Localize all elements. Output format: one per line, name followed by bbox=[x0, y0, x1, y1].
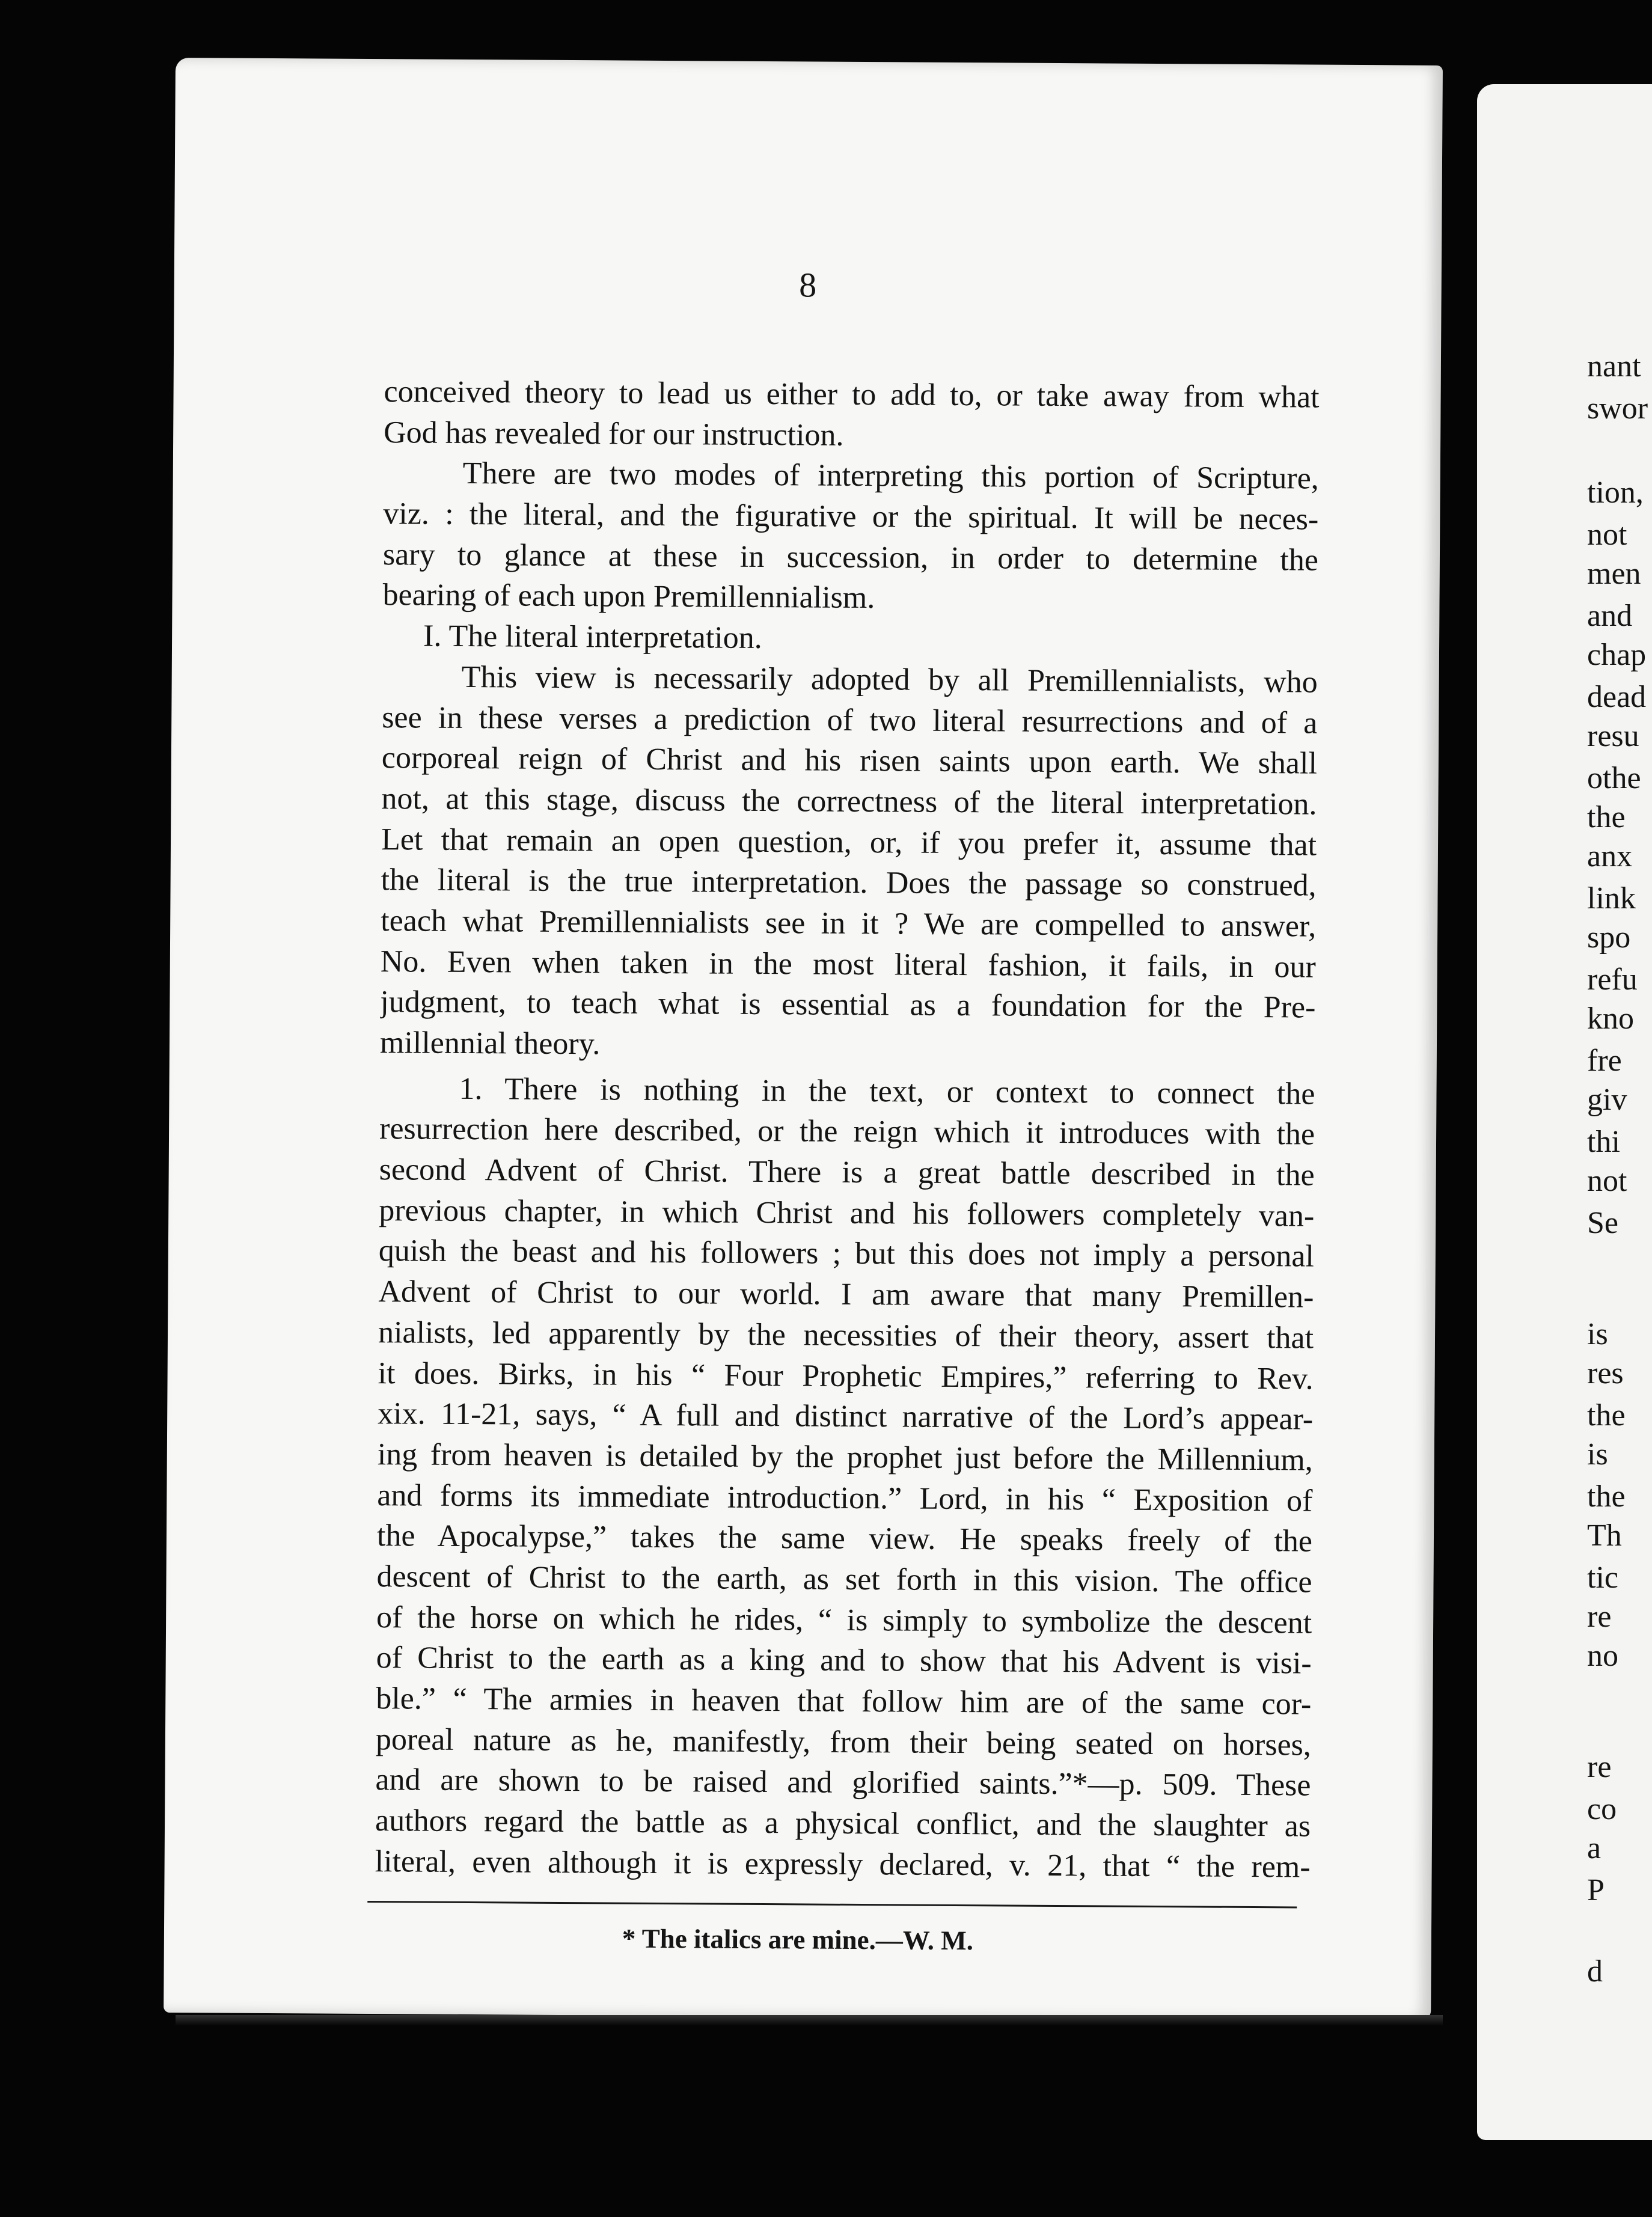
text-line: xix. 11-21, says, “ A full and distinct narrative of the Lord’s appear- bbox=[378, 1396, 1314, 1437]
text-line: sary to glance at these in succession, in order to determine the bbox=[382, 537, 1319, 578]
facing-page-fragment: d bbox=[1587, 1954, 1603, 1989]
text-line: nialists, led apparently by the necessities of their theory, assert that bbox=[378, 1315, 1314, 1356]
text-line: There are two modes of interpreting this portion of Scripture, bbox=[462, 456, 1319, 497]
facing-page-fragment: and bbox=[1587, 599, 1633, 633]
footnote-divider bbox=[367, 1901, 1297, 1908]
facing-page-fragment: Th bbox=[1587, 1518, 1622, 1553]
facing-page-fragment: tic bbox=[1587, 1561, 1618, 1595]
text-line: of Christ to the earth as a king and to show that his Advent is visi- bbox=[376, 1641, 1312, 1681]
text-line: conceived theory to lead us either to add to, or take away from what bbox=[384, 375, 1320, 415]
text-line: not, at this stage, discuss the correctness of the literal interpretation. bbox=[381, 781, 1317, 822]
facing-page-fragment: a bbox=[1587, 1831, 1602, 1865]
page-shadow bbox=[176, 2015, 1443, 2026]
facing-page-fragment: swor bbox=[1587, 391, 1648, 426]
facing-page-fragment: re bbox=[1587, 1600, 1612, 1634]
text-line: 1. There is nothing in the text, or context to connect the bbox=[459, 1071, 1315, 1112]
facing-page-fragment: the bbox=[1587, 800, 1626, 834]
facing-page-fragment: nant bbox=[1587, 349, 1641, 384]
body-text bbox=[375, 372, 1319, 1888]
facing-page-fragment: the bbox=[1587, 1479, 1626, 1514]
facing-page-fragment: is bbox=[1587, 1317, 1608, 1351]
facing-page-fragment: res bbox=[1587, 1356, 1624, 1390]
text-line: ble.” “ The armies in heaven that follow him are of the same cor- bbox=[376, 1681, 1312, 1722]
facing-page-fragment: giv bbox=[1587, 1083, 1627, 1117]
facing-page-fragment: Se bbox=[1587, 1206, 1618, 1240]
facing-page-fragment: dead bbox=[1587, 680, 1647, 714]
page-number: 8 bbox=[799, 265, 817, 305]
text-line: resurrection here described, or the reign which it introduces with the bbox=[379, 1112, 1315, 1152]
text-line: second Advent of Christ. There is a great battle described in the bbox=[379, 1152, 1315, 1193]
facing-page-fragment: the bbox=[1587, 1398, 1626, 1433]
facing-page-fragment: fre bbox=[1587, 1044, 1622, 1078]
text-line: God has revealed for our instruction. bbox=[384, 415, 844, 453]
text-line: literal, even although it is expressly declared, v. 21, that “ the rem- bbox=[375, 1844, 1311, 1885]
text-line: authors regard the battle as a physical conflict, and the slaughter as bbox=[375, 1803, 1311, 1844]
text-line: No. Even when taken in the most literal fashion, it fails, in our bbox=[380, 944, 1316, 985]
text-line: Advent of Christ to our world. I am aware that many Premillen- bbox=[378, 1274, 1314, 1315]
facing-page-fragment: co bbox=[1587, 1792, 1617, 1826]
facing-page-fragment: kno bbox=[1587, 1001, 1634, 1036]
text-line: millennial theory. bbox=[379, 1026, 601, 1062]
facing-page-fragment: tion, bbox=[1587, 476, 1644, 510]
text-line: Let that remain an open question, or, if you prefer it, assume that bbox=[381, 822, 1317, 863]
text-line: poreal nature as he, manifestly, from their being seated on horses, bbox=[375, 1722, 1312, 1763]
text-line: I. The literal interpretation. bbox=[423, 619, 762, 656]
text-line: of the horse on which he rides, “ is simply to symbolize the descent bbox=[376, 1600, 1312, 1641]
text-line: teach what Premillennialists see in it ? We are compelled to answer, bbox=[381, 904, 1317, 944]
facing-page-fragment: thi bbox=[1587, 1125, 1620, 1159]
facing-page-fragment: P bbox=[1587, 1873, 1605, 1907]
facing-page-fragment: re bbox=[1587, 1750, 1612, 1784]
facing-page-fragment: othe bbox=[1587, 761, 1641, 795]
text-line: descent of Christ to the earth, as set forth in this vision. The office bbox=[376, 1559, 1312, 1600]
text-line: the Apocalypse,” takes the same view. He speaks freely of the bbox=[376, 1518, 1313, 1559]
text-line: it does. Birks, in his “ Four Prophetic Empires,” referring to Rev. bbox=[378, 1356, 1314, 1396]
facing-page-fragment: resu bbox=[1587, 719, 1639, 753]
facing-page-fragment: refu bbox=[1587, 962, 1638, 997]
text-line: judgment, to teach what is essential as a foundation for the Pre- bbox=[380, 985, 1316, 1025]
text-line: the literal is the true interpretation. Does the passage so construed, bbox=[381, 863, 1317, 903]
facing-page-fragment: not bbox=[1587, 518, 1627, 552]
text-line: bearing of each upon Premillennialism. bbox=[382, 578, 875, 616]
text-line: previous chapter, in which Christ and his followers completely van- bbox=[379, 1193, 1315, 1234]
facing-page-fragment: link bbox=[1587, 881, 1636, 916]
facing-page-fragment: men bbox=[1587, 557, 1641, 591]
text-line: and forms its immediate introduction.” Lord, in his “ Exposition of bbox=[377, 1478, 1313, 1518]
text-line: This view is necessarily adopted by all Premillennialists, who bbox=[461, 659, 1318, 700]
facing-page-fragment: not bbox=[1587, 1164, 1627, 1198]
text-line: viz. : the literal, and the figurative or the spiritual. It will be neces- bbox=[383, 497, 1319, 537]
text-line: see in these verses a prediction of two literal resurrections and of a bbox=[382, 700, 1318, 741]
text-line: quish the beast and his followers ; but this does not imply a personal bbox=[378, 1234, 1315, 1274]
facing-page-fragment: anx bbox=[1587, 839, 1633, 873]
facing-page-fragment: is bbox=[1587, 1437, 1608, 1472]
text-line: corporeal reign of Christ and his risen saints upon earth. We shall bbox=[381, 741, 1318, 781]
book-page bbox=[164, 58, 1443, 2020]
text-line: ing from heaven is detailed by the prophet just before the Millennium, bbox=[377, 1437, 1313, 1478]
footnote: * The italics are mine.—W. M. bbox=[622, 1923, 974, 1956]
facing-page-fragment: chap bbox=[1587, 638, 1647, 672]
text-line: and are shown to be raised and glorified saints.”*—p. 509. These bbox=[375, 1763, 1311, 1803]
facing-page-fragment: no bbox=[1587, 1639, 1618, 1673]
facing-page-fragment: spo bbox=[1587, 920, 1631, 955]
